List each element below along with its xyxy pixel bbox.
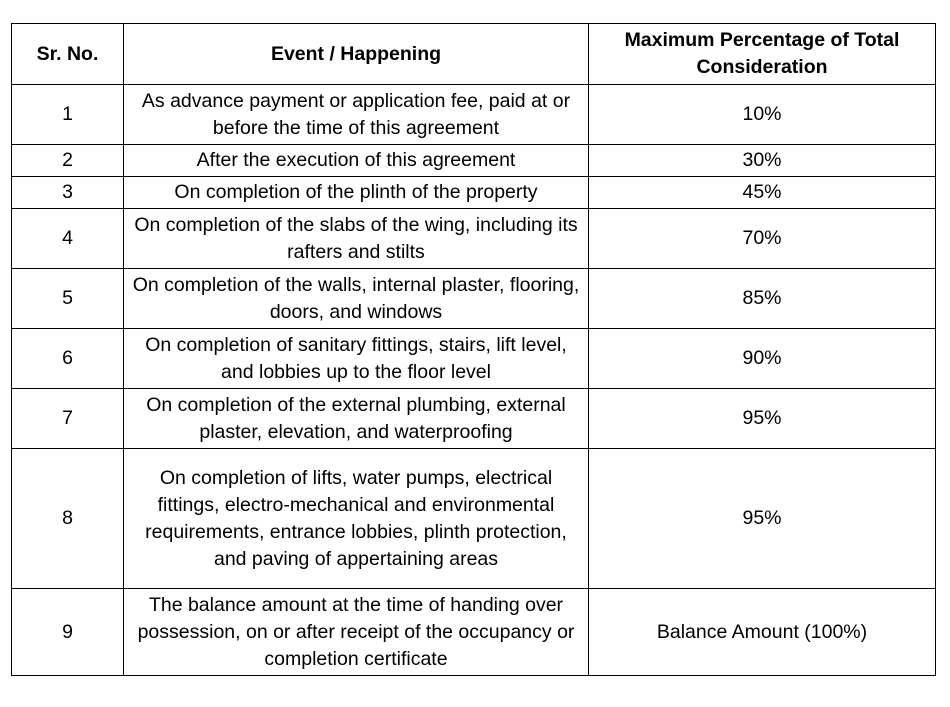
cell-percentage: 70% bbox=[589, 209, 936, 269]
cell-percentage: 95% bbox=[589, 449, 936, 589]
table-row bbox=[12, 589, 936, 676]
cell-sr-no: 5 bbox=[12, 269, 124, 329]
payment-schedule-table bbox=[11, 23, 936, 676]
header-sr-no: Sr. No. bbox=[12, 24, 124, 85]
cell-percentage: 95% bbox=[589, 389, 936, 449]
cell-event: On completion of lifts, water pumps, electrical fittings, electro-mechanical and environmental requirements, entrance lobbies, plinth protection, and paving of appertaining areas bbox=[124, 449, 589, 589]
cell-sr-no: 7 bbox=[12, 389, 124, 449]
header-row bbox=[12, 24, 936, 85]
cell-event: On completion of the plinth of the property bbox=[124, 177, 589, 209]
table-row bbox=[12, 269, 936, 329]
table-row bbox=[12, 145, 936, 177]
cell-percentage: 45% bbox=[589, 177, 936, 209]
cell-event: As advance payment or application fee, paid at or before the time of this agreement bbox=[124, 85, 589, 145]
table-row bbox=[12, 85, 936, 145]
cell-event: The balance amount at the time of handing over possession, on or after receipt of the occupancy or completion certificate bbox=[124, 589, 589, 676]
cell-event: On completion of the walls, internal plaster, flooring, doors, and windows bbox=[124, 269, 589, 329]
table-row bbox=[12, 177, 936, 209]
cell-percentage: 90% bbox=[589, 329, 936, 389]
table-row bbox=[12, 449, 936, 589]
cell-percentage: 30% bbox=[589, 145, 936, 177]
cell-event: On completion of sanitary fittings, stairs, lift level, and lobbies up to the floor level bbox=[124, 329, 589, 389]
cell-percentage: 10% bbox=[589, 85, 936, 145]
cell-sr-no: 1 bbox=[12, 85, 124, 145]
cell-sr-no: 9 bbox=[12, 589, 124, 676]
header-percentage: Maximum Percentage of Total Consideration bbox=[589, 24, 936, 85]
cell-sr-no: 3 bbox=[12, 177, 124, 209]
cell-sr-no: 6 bbox=[12, 329, 124, 389]
header-event: Event / Happening bbox=[124, 24, 589, 85]
cell-event: After the execution of this agreement bbox=[124, 145, 589, 177]
cell-event: On completion of the slabs of the wing, including its rafters and stilts bbox=[124, 209, 589, 269]
cell-event: On completion of the external plumbing, external plaster, elevation, and waterproofing bbox=[124, 389, 589, 449]
table-row bbox=[12, 209, 936, 269]
table-row bbox=[12, 329, 936, 389]
cell-sr-no: 2 bbox=[12, 145, 124, 177]
cell-sr-no: 8 bbox=[12, 449, 124, 589]
cell-sr-no: 4 bbox=[12, 209, 124, 269]
cell-percentage: Balance Amount (100%) bbox=[589, 589, 936, 676]
table-row bbox=[12, 389, 936, 449]
cell-percentage: 85% bbox=[589, 269, 936, 329]
